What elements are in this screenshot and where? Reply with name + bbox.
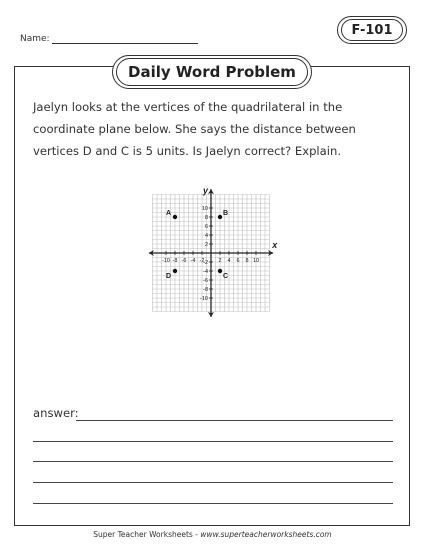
y-tick-label: -6	[203, 278, 208, 284]
x-tick-label: -6	[181, 258, 187, 264]
x-tick-label: 10	[252, 258, 260, 264]
x-tick-label: 8	[245, 258, 249, 264]
x-tick-label: -4	[190, 258, 196, 264]
x-tick-label: 4	[227, 258, 231, 264]
footer	[0, 530, 425, 539]
footer-url: www.superteacherworksheets.com	[200, 530, 332, 539]
y-tick-label: 10	[201, 206, 208, 212]
coordinate-plane	[124, 160, 304, 340]
vertex-label-d: D	[165, 273, 171, 280]
x-tick-label: -8	[172, 258, 178, 264]
vertex-point-b	[218, 215, 222, 219]
x-tick-label: -10	[162, 258, 170, 264]
vertex-label-b: B	[223, 210, 229, 217]
x-tick-label: 6	[236, 258, 240, 264]
y-tick-label: 4	[204, 233, 208, 239]
vertex-point-d	[173, 269, 177, 273]
footer-prefix: Super Teacher Worksheets -	[93, 530, 201, 539]
worksheet-id-text: F-101	[341, 19, 403, 41]
answer-line-4[interactable]	[33, 482, 393, 483]
y-axis-label: y	[203, 185, 209, 196]
answer-line-5[interactable]	[33, 503, 393, 504]
vertex-point-c	[218, 269, 222, 273]
vertex-label-c: C	[223, 273, 229, 280]
answer-line-1[interactable]	[76, 420, 393, 421]
y-tick-label: -8	[203, 287, 208, 293]
y-tick-label: -10	[200, 296, 208, 302]
answer-label: answer:	[33, 406, 79, 420]
y-tick-label: -2	[203, 260, 208, 266]
y-tick-label: 6	[204, 224, 208, 230]
vertex-label-a: A	[165, 210, 171, 217]
name-line	[52, 43, 198, 44]
y-tick-label: 8	[204, 215, 208, 221]
x-axis-label: x	[272, 240, 278, 250]
page-title: Daily Word Problem	[116, 58, 308, 86]
problem-text: Jaelyn looks at the vertices of the quadrilateral in the coordinate plane below. She says the distance between vertices D and C is 5 units. Is Jaelyn correct? Explain.	[33, 100, 356, 158]
name-label: Name:	[20, 34, 50, 44]
y-tick-label: 2	[204, 242, 208, 248]
x-tick-label: -2	[199, 258, 205, 264]
x-tick-label: 2	[218, 258, 222, 264]
vertex-point-a	[173, 215, 177, 219]
answer-line-3[interactable]	[33, 461, 393, 462]
answer-line-2[interactable]	[33, 441, 393, 442]
y-tick-label: -4	[203, 269, 208, 275]
